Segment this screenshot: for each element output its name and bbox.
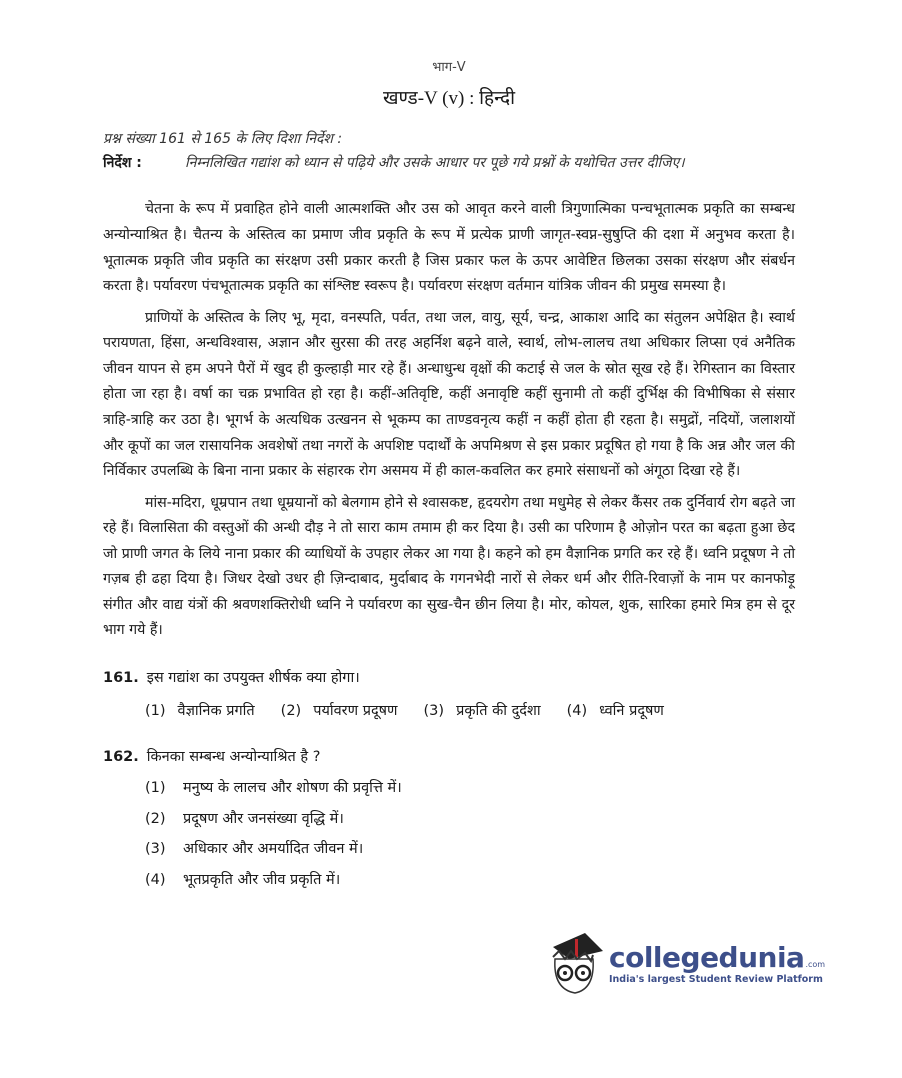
option-text: पर्यावरण प्रदूषण <box>313 702 398 719</box>
passage-paragraph: प्राणियों के अस्तित्व के लिए भू, मृदा, वनस्पति, पर्वत, तथा जल, वायु, सूर्य, चन्द्र, आकाश आदि का संतुलन अपेक्षित है। स्वार्थ परायणता, हिंसा, अन्धविश्वास, अज्ञान और सुरसा की तरह अहर्निश बढ़ने वाले, स्वार्थ, लोभ-लालच तथा अधिकार लिप्सा एवं अनैतिक जीवन यापन से हम अपने पैरों में खुद ही कुल्हाड़ी मार रहे हैं। अन्धाधुन्ध वृक्षों की कटाई से जल के स्रोत सूख रहे हैं। रेगिस्तान का विस्तार होता जा रहा है। वर्षा का चक्र प्रभावित हो रहा है। कहीं-अतिवृष्टि, कहीं अनावृष्टि कहीं सुनामी तो कहीं दुर्भिक्ष की विभीषिका से संसार त्राहि-त्राहि कर उठा है। भूगर्भ के अत्यधिक उत्खनन से भूकम्प का ताण्डवनृत्य कहीं न कहीं होता ही रहता है। समुद्रों, नदियों, जलाशयों और कूपों का जल रासायनिक अवशेषों तथा नगरों के अपशिष्ट पदार्थों के अपमिश्रण से इस प्रकार प्रदूषित हो गया है कि अन्न और जल की निर्विकार उपलब्धि के बिना नाना प्रकार के संहारक रोग असमय में ही काल-कवलित कर हमारे संसाधनों को अंगूठा दिखा रहे हैं। <box>103 309 795 480</box>
section-title: खण्ड-V (v) : हिन्दी <box>382 87 515 109</box>
question-161-options <box>145 699 795 724</box>
option-number: (3) <box>423 702 445 719</box>
option <box>567 699 664 724</box>
passage <box>103 197 795 644</box>
logo-brand-line <box>609 941 825 975</box>
logo-suffix: .com <box>805 959 826 969</box>
option <box>145 776 795 801</box>
option <box>145 837 795 862</box>
option-text: भूतप्रकृति और जीव प्रकृति में। <box>183 871 341 888</box>
option-text: प्रकृति की दुर्दशा <box>456 702 541 719</box>
option-number: (4) <box>566 702 588 719</box>
option <box>145 807 795 832</box>
directions <box>103 152 795 176</box>
question-161 <box>103 666 795 691</box>
directions-text: निम्नलिखित गद्यांश को ध्यान से पढ़िये और उसके आधार पर पूछे गये प्रश्नों के यथोचित उत्तर दीजिए। <box>185 154 685 171</box>
option-number: (2) <box>280 702 302 719</box>
option-number: (3) <box>145 841 166 858</box>
option <box>145 868 795 893</box>
option-text: मनुष्य के लालच और शोषण की प्रवृत्ति में। <box>183 779 402 796</box>
directions-label: निर्देश : <box>103 154 142 171</box>
question-text: इस गद्यांश का उपयुक्त शीर्षक क्या होगा। <box>146 670 360 687</box>
option <box>424 699 541 724</box>
logo-text <box>609 929 825 987</box>
option <box>281 699 398 724</box>
question-text: किनका सम्बन्ध अन्योन्याश्रित है ? <box>146 749 321 766</box>
question-number: 161. <box>103 670 139 687</box>
passage-paragraph: चेतना के रूप में प्रवाहित होने वाली आत्मशक्ति और उस को आवृत करने वाली त्रिगुणात्मिका पन्चभूतात्मक प्रकृति का सम्बन्ध अन्योन्याश्रित है। चैतन्य के अस्तित्व का प्रमाण जीव प्रकृति के रूप में प्रत्येक प्राणी जागृत-स्वप्न-सुषुप्ति की दशा में अनुभव करता है। भूतात्मक प्रकृति जीव प्रकृति का संरक्षण उसी प्रकार करती है जिस प्रकार फल के ऊपर आवेष्टित छिलका उसका संरक्षण और संबर्धन करता है। पर्यावरण पंचभूतात्मक प्रकृति का संश्लिष्ट स्वरूप है। पर्यावरण संरक्षण वर्तमान यांत्रिक जीवन की प्रमुख समस्या है। <box>103 201 795 295</box>
option-number: (1) <box>145 702 166 719</box>
option-number: (2) <box>145 810 166 827</box>
option-text: अधिकार और अमर्यादित जीवन में। <box>183 841 364 858</box>
mascot-icon <box>545 929 607 999</box>
option-text: वैज्ञानिक प्रगति <box>177 702 255 719</box>
option-text: प्रदूषण और जनसंख्या वृद्धि में। <box>183 810 344 827</box>
collegedunia-logo <box>545 929 826 999</box>
option-number: (1) <box>145 779 166 796</box>
question-number: 162. <box>103 749 139 766</box>
instruction-range: प्रश्न संख्या 161 से 165 के लिए दिशा निर्देश : <box>103 130 343 147</box>
logo-brand: collegedunia <box>609 940 805 974</box>
page-content <box>103 0 826 999</box>
page-marker: भाग-V <box>432 60 466 75</box>
option-text: ध्वनि प्रदूषण <box>599 702 664 719</box>
option <box>145 699 255 724</box>
question-162 <box>103 745 795 770</box>
option-number: (4) <box>145 871 166 888</box>
logo-tagline: India's largest Student Review Platform <box>609 974 823 986</box>
passage-paragraph: मांस-मदिरा, धूम्रपान तथा धूम्रयानों को बेलगाम होने से श्वासकष्ट, हृदयरोग तथा मधुमेह से लेकर कैंसर तक दुर्निवार्य रोग बढ़ते जा रहे हैं। विलासिता की वस्तुओं की अन्धी दौड़ ने तो सारा काम तमाम ही कर दिया है। उसी का परिणाम है ओज़ोन परत का बढ़ता हुआ छेद जो प्राणी जगत के लिये नाना प्रकार की व्याधियों के उपहार लेकर आ गया है। कहने को हम वैज्ञानिक प्रगति कर रहे हैं। ध्वनि प्रदूषण ने तो गज़ब ही ढहा दिया है। जिधर देखो उधर ही ज़िन्दाबाद, मुर्दाबाद के गगनभेदी नारों से लेकर धर्म और रीति-रिवाज़ों के नाम पर कानफोड़ू संगीत और वाद्य यंत्रों की श्रवणशक्तिरोधी ध्वनि ने पर्यावरण का सुख-चैन छीन लिया है। मोर, कोयल, शुक, सारिका हमारे मित्र हम से दूर भाग गये हैं। <box>103 494 795 639</box>
